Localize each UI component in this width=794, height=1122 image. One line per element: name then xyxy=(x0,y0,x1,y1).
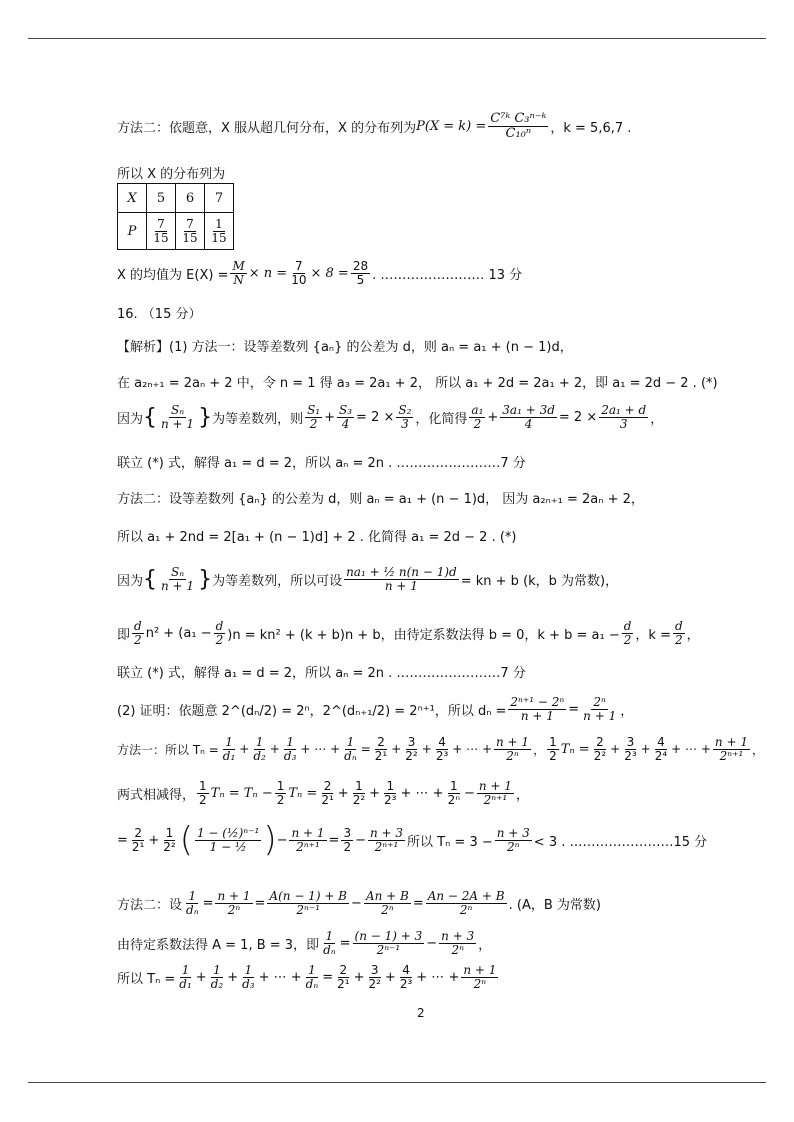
method1-result-line: 联立 (*) 式，解得 a₁ = d = 2，所以 aₙ = 2n . ……………………7 分 xyxy=(117,456,526,471)
table-cell: $\frac{1}{15}$ xyxy=(205,213,234,250)
table-cell: $\frac{7}{15}$ xyxy=(176,213,205,250)
geometric-sum-line: = $\frac{2}{\text{2¹}}$ + $\frac{1}{\text{2²}}$ ( $\frac{\text{1 − (½)ⁿ⁻¹}}{\text{1 − ½}}$ ) − $\frac{n + 1}{\text{2ⁿ⁺¹}}$ = $\frac{3}{2}$ − $\frac{n + 3}{\text{2ⁿ⁺¹}}$ 所以 Tₙ = 3 − $\frac{n + 3}{\text{2ⁿ}}$ < 3 . ……………………15 分 xyxy=(117,820,708,860)
method2-setup-line: 方法二：设等差数列 {aₙ} 的公差为 d，则 aₙ = a₁ + (n − 1)d， 因为 a₂ₙ₊₁ = 2aₙ + 2， xyxy=(117,492,644,507)
undetermined-coefficient-line: 由待定系数法得 A = 1, B = 3，即 $\frac{1}{\text{dₙ}}$ = $\frac{(n - 1) + 3}{\text{2ⁿ⁻¹}}$ − $\frac{n + 3}{\text{2ⁿ}}$ ， xyxy=(117,929,492,957)
method2-split-line: 方法二：设 $\frac{1}{\text{dₙ}}$ = $\frac{n + 1}{\text{2ⁿ}}$ = $\frac{A(n - 1) + B}{\text{2ⁿ⁻¹}}$ − $\frac{An + B}{\text{2ⁿ}}$ = $\frac{An - 2A + B}{\text{2ⁿ}}$ . (A，B 为常数) xyxy=(117,889,601,917)
solution-part1-method1: 【解析】(1) 方法一：设等差数列 {aₙ} 的公差为 d，则 aₙ = a₁ + (n − 1)d， xyxy=(117,340,573,355)
table-row-p xyxy=(118,213,234,250)
coefficient-match-line: 即 $\frac{d}{2}$ n² + (a₁ − $\frac{d}{2}$ )n = kn² + (k + b)n + b，由待定系数法得 b = 0，k + b = a₁ − $\frac{d}{2}$ ，k = $\frac{d}{2}$ ， xyxy=(117,619,700,647)
subtract-line: 两式相减得， $\frac{1}{2}$ Tₙ = Tₙ − $\frac{1}{2}$ Tₙ = $\frac{2}{\text{2¹}}$ + $\frac{1}{\text{2²}}$ + $\frac{1}{\text{2³}}$ + ⋯ + $\frac{1}{\text{2ⁿ}}$ − $\frac{n + 1}{\text{2ⁿ⁺¹}}$ ， xyxy=(117,779,529,807)
table-cell: $\frac{7}{15}$ xyxy=(147,213,176,250)
table-row-x xyxy=(118,184,234,213)
expectation-line: X 的均值为 E(X) = $\frac{M}{N}$ × n = $\frac{7}{10}$ × 8 = $\frac{28}{5}$ . …………………… 13 分 xyxy=(117,259,523,287)
hypergeometric-fraction: $\frac{\text{C⁷ᵏ C₃ⁿ⁻ᵏ}}{\text{C₁₀ⁿ}}$ xyxy=(490,111,547,141)
distribution-intro: 所以 X 的分布列为 xyxy=(117,167,226,182)
top-rule xyxy=(28,38,766,39)
method1-sum-line: 方法一：所以 Tₙ = $\frac{1}{\text{d₁}}$ + $\frac{1}{\text{d₂}}$ + $\frac{1}{\text{d₃}}$ + ⋯ + $\frac{1}{\text{dₙ}}$ = $\frac{2}{\text{2¹}}$ + $\frac{3}{\text{2²}}$ + $\frac{4}{\text{2³}}$ + ⋯ + $\frac{n + 1}{\text{2ⁿ}}$ ， $\frac{1}{2}$ Tₙ = $\frac{2}{\text{2²}}$ + $\frac{3}{\text{2³}}$ + $\frac{4}{\text{2⁴}}$ + ⋯ + $\frac{n + 1}{\text{2ⁿ⁺¹}}$ ， xyxy=(117,735,764,763)
part2-proof-line: (2) 证明：依题意 2^(dₙ/2) = 2ⁿ，2^(dₙ₊₁/2) = 2ⁿ⁺¹，所以 dₙ = $\frac{\text{2ⁿ⁺¹ − 2ⁿ}}{n + 1}$ = $\frac{\text{2ⁿ}}{n + 1}$ ， xyxy=(117,695,634,723)
table-cell: X xyxy=(118,184,147,213)
table-cell: P xyxy=(118,213,147,250)
method2-sum-line: 所以 Tₙ = $\frac{1}{\text{d₁}}$ + $\frac{1}{\text{d₂}}$ + $\frac{1}{\text{d₃}}$ + ⋯ + $\frac{1}{\text{dₙ}}$ = $\frac{2}{\text{2¹}}$ + $\frac{3}{\text{2²}}$ + $\frac{4}{\text{2³}}$ + ⋯ + $\frac{n + 1}{\text{2ⁿ}}$ xyxy=(117,963,497,991)
problem-16-heading: 16. （15 分） xyxy=(117,307,202,322)
method2-hypergeometric-line: 方法二：依题意，X 服从超几何分布，X 的分布列为 P(X = k) = $\frac{\text{C⁷ᵏ C₃ⁿ⁻ᵏ}}{\text{C₁₀ⁿ}}$ ，k = 5,6,7 . xyxy=(117,111,632,141)
method2-assume-line: 因为 { $\frac{\text{Sₙ}}{n + 1}$ } 为等差数列，所以可设 $\frac{\text{na₁ + ½ n(n − 1)d}}{n + 1}$ = kn + b (k，b 为常数)， xyxy=(117,565,619,593)
table-cell: 7 xyxy=(205,184,234,213)
bottom-rule xyxy=(28,1082,766,1083)
table-cell: 6 xyxy=(176,184,205,213)
method2-simplify-line: 所以 a₁ + 2nd = 2[a₁ + (n − 1)d] + 2 . 化简得 a₁ = 2d − 2 . (*) xyxy=(117,530,517,545)
table-cell: 5 xyxy=(147,184,176,213)
page-number: 2 xyxy=(417,1006,425,1020)
arithmetic-sequence-condition-line: 因为 { $\frac{\text{Sₙ}}{n + 1}$ } 为等差数列，则 $\frac{\text{S₁}}{2}$ + $\frac{\text{S₃}}{4}$ = 2 × $\frac{\text{S₂}}{3}$ ，化简得 $\frac{\text{a₁}}{2}$ + $\frac{\text{3a₁ + 3d}}{4}$ = 2 × $\frac{\text{2a₁ + d}}{3}$ ， xyxy=(117,403,664,431)
recurrence-substitution-line: 在 a₂ₙ₊₁ = 2aₙ + 2 中，令 n = 1 得 a₃ = 2a₁ + 2， 所以 a₁ + 2d = 2a₁ + 2，即 a₁ = 2d − 2 . (*) xyxy=(117,376,718,391)
distribution-table xyxy=(117,183,234,250)
method2-result-line: 联立 (*) 式，解得 a₁ = d = 2，所以 aₙ = 2n . ……………………7 分 xyxy=(117,666,526,681)
